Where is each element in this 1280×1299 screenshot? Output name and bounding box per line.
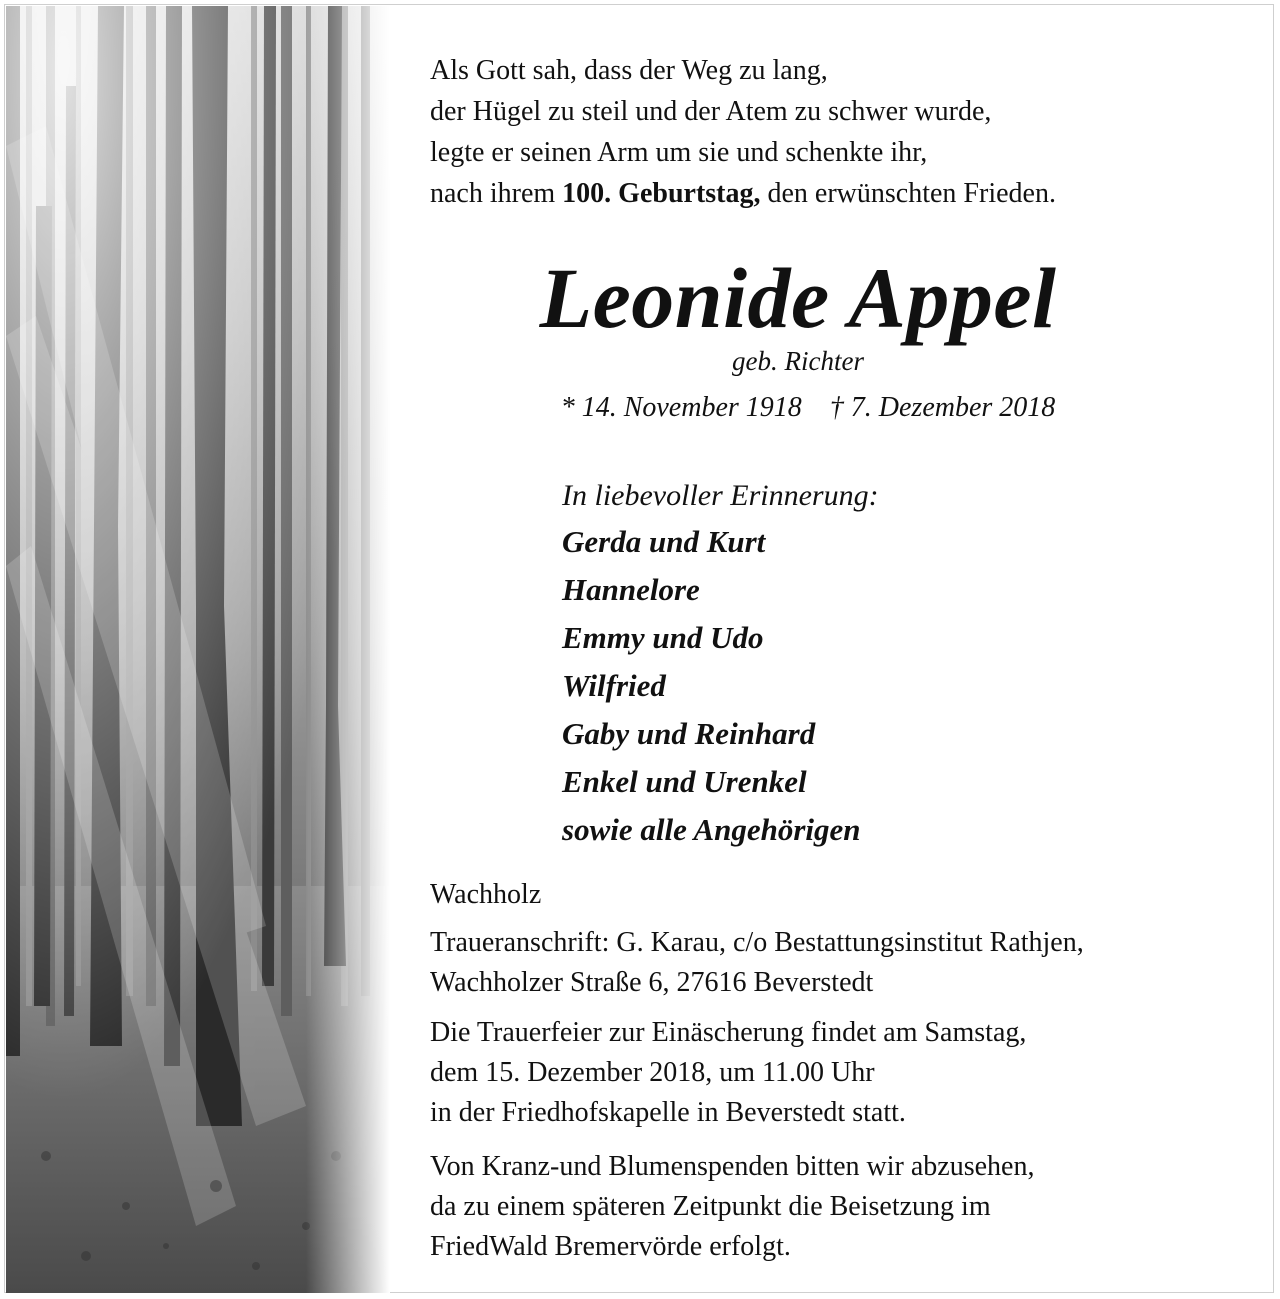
poem-text: den erwünschten Frieden. (760, 178, 1056, 209)
poem-birthday: 100. Geburtstag, (562, 178, 761, 209)
mourner-name: Gaby und Reinhard (562, 716, 816, 751)
life-dates: * 14. November 1918 † 7. Dezember 2018 (560, 392, 1056, 423)
mourner-name: Emmy und Udo (562, 620, 764, 655)
mourner-name: Hannelore (562, 572, 700, 607)
ceremony-line: dem 15. Dezember 2018, um 11.00 Uhr (430, 1057, 875, 1088)
maiden-name: geb. Richter (732, 346, 864, 376)
address-line: Wachholzer Straße 6, 27616 Beverstedt (430, 967, 874, 998)
note-line: Von Kranz-und Blumenspenden bitten wir abzusehen, (430, 1151, 1035, 1182)
mourner-name: Wilfried (562, 668, 666, 703)
note-line: da zu einem späteren Zeitpunkt die Beisetzung im (430, 1191, 991, 1222)
poem-text: nach ihrem (430, 178, 563, 209)
mourner-name: Enkel und Urenkel (562, 764, 807, 799)
poem-line: Als Gott sah, dass der Weg zu lang, (430, 55, 828, 86)
poem-line: der Hügel zu steil und der Atem zu schwer wurde, (430, 96, 992, 127)
poem-line: legte er seinen Arm um sie und schenkte ihr, (430, 137, 928, 168)
deceased-name: Leonide Appel (539, 250, 1057, 346)
ceremony-info (430, 1013, 1250, 1133)
location: Wachholz (430, 879, 542, 910)
mourner-name: Gerda und Kurt (562, 524, 766, 559)
mourning-address (430, 923, 1250, 1003)
donation-note (430, 1147, 1250, 1267)
ceremony-line: Die Trauerfeier zur Einäscherung findet am Samstag, (430, 1017, 1027, 1048)
ceremony-line: in der Friedhofskapelle in Beverstedt statt. (430, 1097, 906, 1128)
poem (430, 50, 1230, 214)
mourners-list (562, 518, 1162, 854)
note-line: FriedWald Bremervörde erfolgt. (430, 1231, 791, 1262)
forest-photo (6, 6, 390, 1293)
memory-intro: In liebevoller Erinnerung: (562, 479, 879, 512)
poem-line (430, 173, 1230, 214)
mourner-name: sowie alle Angehörigen (562, 812, 861, 847)
address-line: Traueranschrift: G. Karau, c/o Bestattungsinstitut Rathjen, (430, 927, 1084, 958)
